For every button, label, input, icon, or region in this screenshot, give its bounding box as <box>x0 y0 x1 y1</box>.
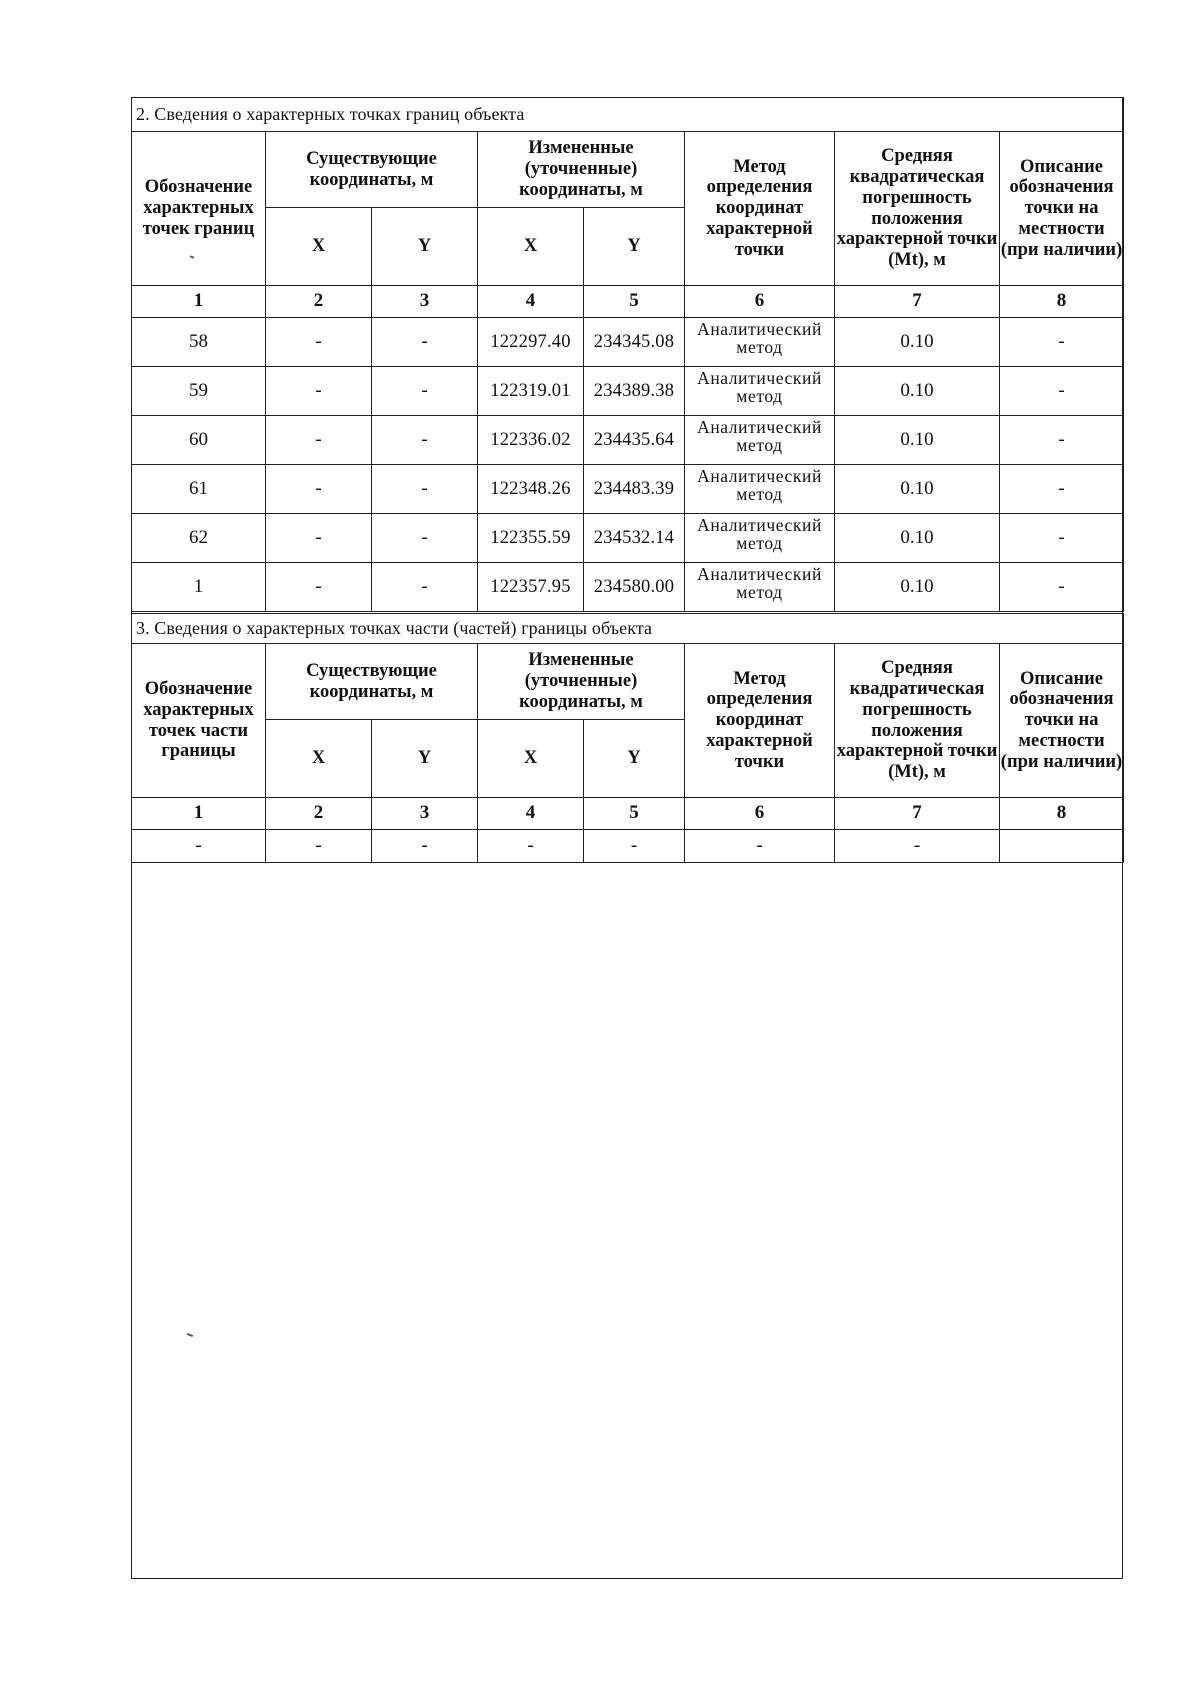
section-caption: 3. Сведения о характерных точках части (частей) границы объекта <box>132 614 1124 644</box>
section-caption: 2. Сведения о характерных точках границ объекта <box>132 98 1124 132</box>
column-number: 2 <box>266 798 372 830</box>
method: Аналитический метод <box>685 318 835 367</box>
column-number: 1 <box>132 286 266 318</box>
error-mt: 0.10 <box>835 563 1000 612</box>
method: - <box>685 830 835 863</box>
header-existing-coords: Существующие координаты, м <box>266 644 478 720</box>
changed-x: 122355.59 <box>478 514 584 563</box>
existing-y: - <box>372 416 478 465</box>
boundary-points-table <box>131 97 1124 612</box>
column-number: 5 <box>584 286 685 318</box>
description: - <box>1000 367 1124 416</box>
header-description: Описание обозначения точки на местности (при наличии) <box>1000 132 1124 286</box>
table-row <box>132 563 1124 612</box>
point-id: 58 <box>132 318 266 367</box>
header-changed-y: Y <box>584 208 685 286</box>
error-mt: 0.10 <box>835 416 1000 465</box>
table-row <box>132 830 1124 863</box>
header-error: Средняя квадратическая погрешность положения характерной точки (Mt), м <box>835 644 1000 798</box>
existing-x: - <box>266 563 372 612</box>
table-row <box>132 465 1124 514</box>
changed-y: 234580.00 <box>584 563 685 612</box>
description: - <box>1000 514 1124 563</box>
existing-x: - <box>266 514 372 563</box>
column-number: 8 <box>1000 286 1124 318</box>
point-id: 1 <box>132 563 266 612</box>
error-mt: 0.10 <box>835 318 1000 367</box>
error-mt: - <box>835 830 1000 863</box>
existing-x: - <box>266 465 372 514</box>
header-changed-x: X <box>478 720 584 798</box>
error-mt: 0.10 <box>835 465 1000 514</box>
changed-x: 122357.95 <box>478 563 584 612</box>
method: Аналитический метод <box>685 514 835 563</box>
method: Аналитический метод <box>685 416 835 465</box>
point-id: 59 <box>132 367 266 416</box>
header-existing-y: Y <box>372 208 478 286</box>
point-id: - <box>132 830 266 863</box>
changed-x: 122297.40 <box>478 318 584 367</box>
existing-y: - <box>372 514 478 563</box>
point-id: 61 <box>132 465 266 514</box>
existing-y: - <box>372 367 478 416</box>
changed-x: 122336.02 <box>478 416 584 465</box>
column-number: 1 <box>132 798 266 830</box>
column-number: 6 <box>685 798 835 830</box>
changed-y: 234532.14 <box>584 514 685 563</box>
method: Аналитический метод <box>685 367 835 416</box>
column-number: 8 <box>1000 798 1124 830</box>
header-point: Обозначение характерных точек границ <box>132 132 266 286</box>
error-mt: 0.10 <box>835 367 1000 416</box>
header-error: Средняя квадратическая погрешность положения характерной точки (Mt), м <box>835 132 1000 286</box>
column-number: 7 <box>835 798 1000 830</box>
changed-y: - <box>584 830 685 863</box>
column-number: 3 <box>372 286 478 318</box>
description: - <box>1000 563 1124 612</box>
point-id: 62 <box>132 514 266 563</box>
description: - <box>1000 416 1124 465</box>
column-number: 4 <box>478 798 584 830</box>
header-method: Метод определения координат характерной точки <box>685 132 835 286</box>
column-number: 6 <box>685 286 835 318</box>
header-changed-coords: Измененные (уточненные) координаты, м <box>478 132 685 208</box>
column-number: 7 <box>835 286 1000 318</box>
changed-y: 234345.08 <box>584 318 685 367</box>
existing-y: - <box>372 830 478 863</box>
point-id: 60 <box>132 416 266 465</box>
existing-x: - <box>266 367 372 416</box>
header-changed-x: X <box>478 208 584 286</box>
header-method: Метод определения координат характерной точки <box>685 644 835 798</box>
table-row <box>132 318 1124 367</box>
column-number: 2 <box>266 286 372 318</box>
existing-y: - <box>372 465 478 514</box>
column-numbers-row <box>132 798 1124 830</box>
changed-y: 234483.39 <box>584 465 685 514</box>
description: - <box>1000 318 1124 367</box>
header-changed-coords: Измененные (уточненные) координаты, м <box>478 644 685 720</box>
header-existing-x: X <box>266 208 372 286</box>
table-row <box>132 514 1124 563</box>
changed-x: 122348.26 <box>478 465 584 514</box>
header-point: Обозначение характерных точек части границы <box>132 644 266 798</box>
existing-x: - <box>266 416 372 465</box>
existing-y: - <box>372 318 478 367</box>
description: - <box>1000 465 1124 514</box>
column-numbers-row <box>132 286 1124 318</box>
header-existing-x: X <box>266 720 372 798</box>
method: Аналитический метод <box>685 563 835 612</box>
existing-y: - <box>372 563 478 612</box>
table-row <box>132 416 1124 465</box>
changed-x: 122319.01 <box>478 367 584 416</box>
column-number: 3 <box>372 798 478 830</box>
column-number: 4 <box>478 286 584 318</box>
changed-y: 234435.64 <box>584 416 685 465</box>
header-changed-y: Y <box>584 720 685 798</box>
header-existing-coords: Существующие координаты, м <box>266 132 478 208</box>
header-description: Описание обозначения точки на местности (при наличии) <box>1000 644 1124 798</box>
error-mt: 0.10 <box>835 514 1000 563</box>
changed-y: 234389.38 <box>584 367 685 416</box>
column-number: 5 <box>584 798 685 830</box>
existing-x: - <box>266 318 372 367</box>
header-existing-y: Y <box>372 720 478 798</box>
table-row <box>132 367 1124 416</box>
changed-x: - <box>478 830 584 863</box>
boundary-part-points-table <box>131 613 1124 863</box>
method: Аналитический метод <box>685 465 835 514</box>
description <box>1000 830 1124 863</box>
existing-x: - <box>266 830 372 863</box>
